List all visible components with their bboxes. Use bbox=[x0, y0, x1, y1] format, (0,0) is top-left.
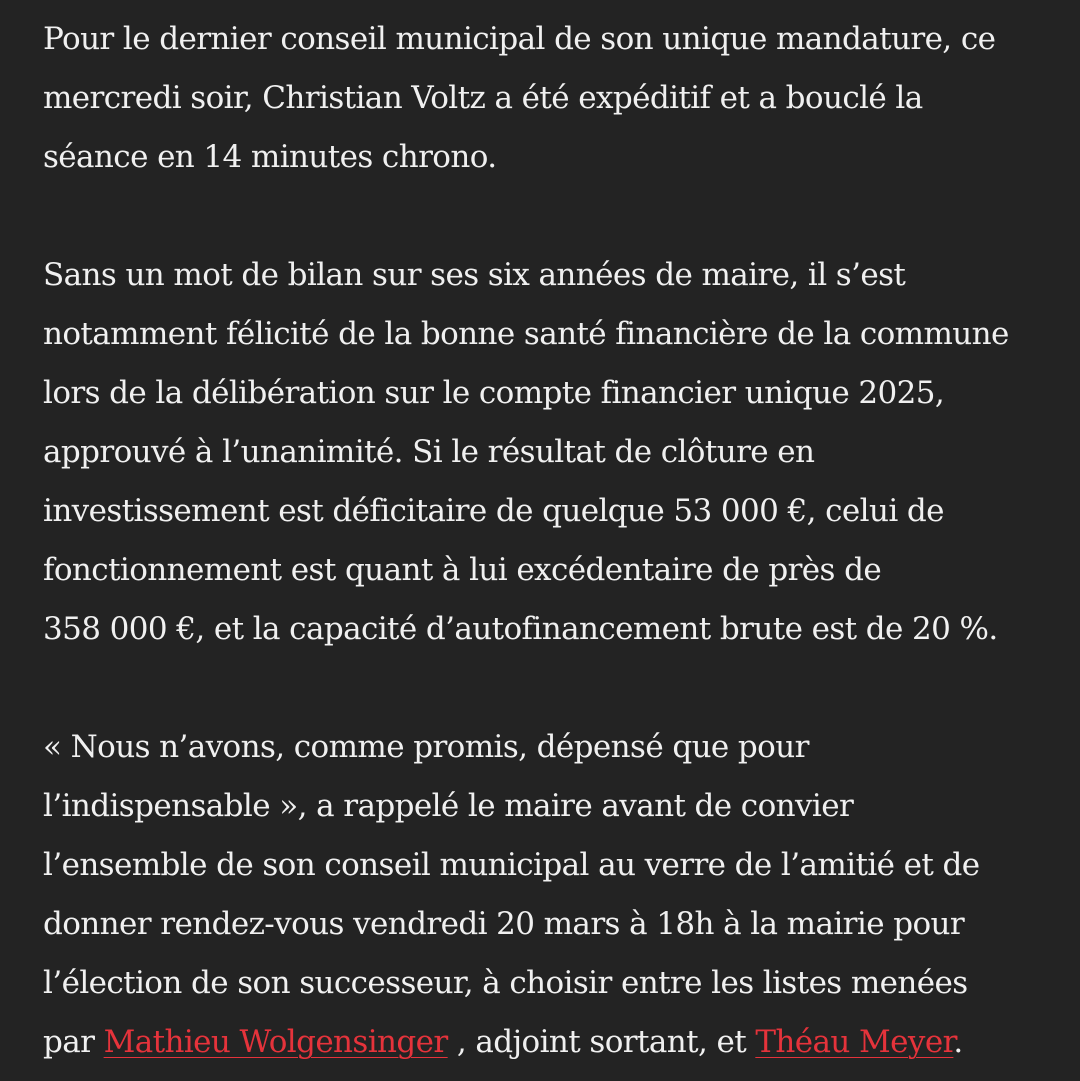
text-line-with-links bbox=[43, 1013, 1053, 1072]
text-segment: par bbox=[43, 1024, 104, 1060]
paragraph-2 bbox=[43, 246, 1053, 659]
text-line: « Nous n’avons, comme promis, dépensé que pour bbox=[43, 729, 809, 765]
text-line: investissement est déficitaire de quelque 53 000 €, celui de bbox=[43, 493, 944, 529]
text-line: l’élection de son successeur, à choisir entre les listes menées bbox=[43, 965, 968, 1001]
text-line: 358 000 €, et la capacité d’autofinancement brute est de 20 %. bbox=[43, 611, 998, 647]
text-line: lors de la délibération sur le compte financier unique 2025, bbox=[43, 375, 945, 411]
text-segment: . bbox=[953, 1024, 963, 1060]
text-line: approuvé à l’unanimité. Si le résultat de clôture en bbox=[43, 434, 815, 470]
paragraph-spacer bbox=[43, 187, 1053, 246]
link-theau-meyer[interactable]: Théau Meyer bbox=[755, 1024, 954, 1060]
text-line: l’indispensable », a rappelé le maire avant de convier bbox=[43, 788, 854, 824]
text-line: Pour le dernier conseil municipal de son unique mandature, ce bbox=[43, 21, 996, 57]
article-body bbox=[43, 10, 1053, 1072]
text-line: l’ensemble de son conseil municipal au verre de l’amitié et de bbox=[43, 847, 980, 883]
text-line: notamment félicité de la bonne santé financière de la commune bbox=[43, 316, 1009, 352]
paragraph-spacer bbox=[43, 659, 1053, 718]
text-line: fonctionnement est quant à lui excédentaire de près de bbox=[43, 552, 882, 588]
text-line: séance en 14 minutes chrono. bbox=[43, 139, 497, 175]
paragraph-1 bbox=[43, 10, 1053, 187]
paragraph-3 bbox=[43, 718, 1053, 1072]
text-line: mercredi soir, Christian Voltz a été expéditif et a bouclé la bbox=[43, 80, 923, 116]
text-segment: , adjoint sortant, et bbox=[447, 1024, 756, 1060]
link-mathieu-wolgensinger[interactable]: Mathieu Wolgensinger bbox=[103, 1024, 448, 1060]
text-line: donner rendez-vous vendredi 20 mars à 18h à la mairie pour bbox=[43, 906, 965, 942]
text-line: Sans un mot de bilan sur ses six années de maire, il s’est bbox=[43, 257, 906, 293]
